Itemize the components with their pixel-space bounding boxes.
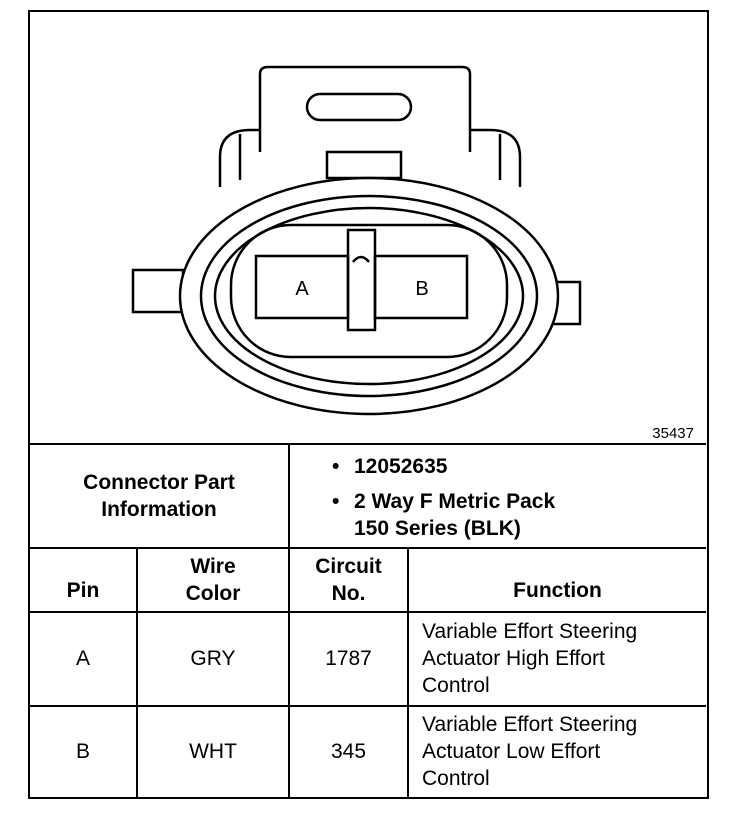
description-line2: 150 Series (BLK) — [354, 517, 521, 540]
connector-info-label — [30, 445, 288, 547]
row-a-circuit: 1787 — [325, 647, 372, 670]
description-line1: 2 Way F Metric Pack — [354, 490, 556, 513]
connector-info-label-line2: Information — [101, 498, 217, 521]
row-a-function: Variable Effort Steering Actuator High Effort Control — [422, 620, 638, 697]
connector-diagram-frame — [28, 10, 709, 799]
row-a-wire-color: GRY — [190, 647, 236, 670]
connector-info-label-line1: Connector Part — [83, 471, 235, 494]
row-a-pin: A — [75, 647, 90, 670]
left-mounting-tab — [133, 270, 183, 312]
part-number: 12052635 — [354, 455, 448, 478]
locking-latch — [260, 67, 470, 152]
latch-neck — [327, 152, 401, 178]
part-number-line — [332, 453, 702, 480]
header-circuit-no: Circuit No. — [315, 555, 382, 605]
row-b-function: Variable Effort Steering Actuator Low Effort Control — [422, 713, 638, 790]
connector-illustration — [30, 12, 706, 445]
header-wire-color: Wire Color — [185, 555, 241, 605]
description-line-2 — [332, 515, 702, 542]
connector-drawing — [30, 12, 706, 445]
connector-info-details — [332, 453, 702, 545]
description-line — [332, 488, 702, 515]
row-b-pin: B — [75, 740, 90, 763]
bullet-2: • — [332, 490, 340, 513]
row-b-wire-color: WHT — [189, 740, 237, 763]
row-b-circuit: 345 — [330, 740, 367, 763]
outer-shell — [180, 178, 558, 414]
figure-number: 35437 — [652, 425, 694, 442]
terminal-b-label: B — [415, 278, 429, 300]
terminal-a-label: A — [295, 278, 309, 300]
header-pin: Pin — [66, 579, 100, 602]
bullet-1: • — [332, 455, 340, 478]
header-function: Function — [513, 579, 602, 602]
